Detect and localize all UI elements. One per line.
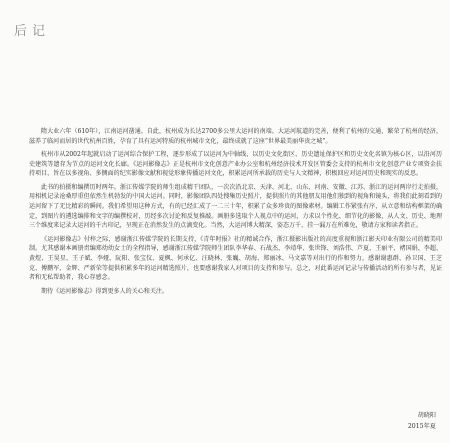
paragraph: 此书的拍摄和编撰历时两年。浙江传媒学院的师生组成精干团队，一次次沿北京、天津、河北、山东、河南、安徽、江苏、浙江的运河两岸行走拍摄，用相机记录沧桑厚重但依然生机勃发的中国大运河。同时，影像团队四处搜集历史照片，提供照片的其他朋友用他们独到的视角和镜头，将我们此刻看到的运河留下了无比精彩的瞬间。我们希望用这种方式，有的已经汇成了一二三十年，积累了众多珍贵的图像素材。编辑工作紧张有序，从立意和结构框架的确定，到图片的遴选编排和文字的编撰校对，历经多次讨论和反复推敲。画册多选取个人视点中的运河，力求以个性化、细节化的影像，从人文、历史、地理三个维度来记录大运河的千古印记，呈现正在消然发生的点滴变化。当然，大运河博大精深，姿态万千，挂一漏万在所难免，敬请方家和读者指正。 bbox=[29, 183, 442, 230]
paragraph: 隋大业六年（610年），江南运河凿通。自此，杭州成为长达2700多公里大运河的南端。大运河航道的完善，便利了杭州的交通，繁荣了杭州的经济，滋养了临河而居的世代杭州百姓，孕育了具有运河特质的杭州城市文化，最终成就了这座“世界最美丽华贵之城”。 bbox=[29, 128, 442, 145]
page-title: 后记 bbox=[14, 24, 51, 39]
paragraph: 《运河影像志》付梓之际，感谢浙江传媒学院的长期支持，《青年时报》社的精诚合作，浙江摄影出版社的高度重视和浙江影天印业有限公司的精美印制。尤其感谢本画册责编郑幼幼女士的全程指导，感谢浙江传媒学院师生团队李华春、石战杰、李靖华、张世锋、刘浩伟、芦夏、王丽平、褚国娟、李超、黄煜、王昊星、王子斌、李娅、阮阳、张宝仪、夏枫、何承亿、汪晓林、张巍、胡海、郑丽冰、马文嘉等对出行的作和努力，感谢谢惠群、孙卫国、王芝克、傅鹏军、金辉、严新荣等提供积累多年的运河精选照片，也要感谢我家人对项目的支持和参与。总之，对此番运河记录与传播活动的所有参与者，见证者和无私帮助者，我心存感念。 bbox=[29, 235, 442, 282]
signature-date: 2015年夏 bbox=[407, 423, 436, 430]
paragraph: 杭州市从2002年起就启动了运河综合保护工程，逐步形成了以运河为中轴线，以历史文化街区、历史遗址保护区和历史文化名镇为核心区，以沿河历史建筑等遗存为节点的运河文化长廊。《运河影像志》正是杭州市文化创意产业办公室和杭州经济技术开发区管委会支持的杭州市文化创意产业专项资金扶持项目，旨在以多视角、多侧面的纪实影像文献和视觉形象传播运河文化，积累运河所承载的历史与人文精神，积极回应对运河历史和现实的反思。 bbox=[29, 150, 442, 178]
paragraph: 期待《运河影像志》得到更多人的关心和关注。 bbox=[41, 287, 168, 295]
author-signature: 胡晓阳 bbox=[417, 412, 436, 419]
afterword-body bbox=[29, 127, 442, 296]
